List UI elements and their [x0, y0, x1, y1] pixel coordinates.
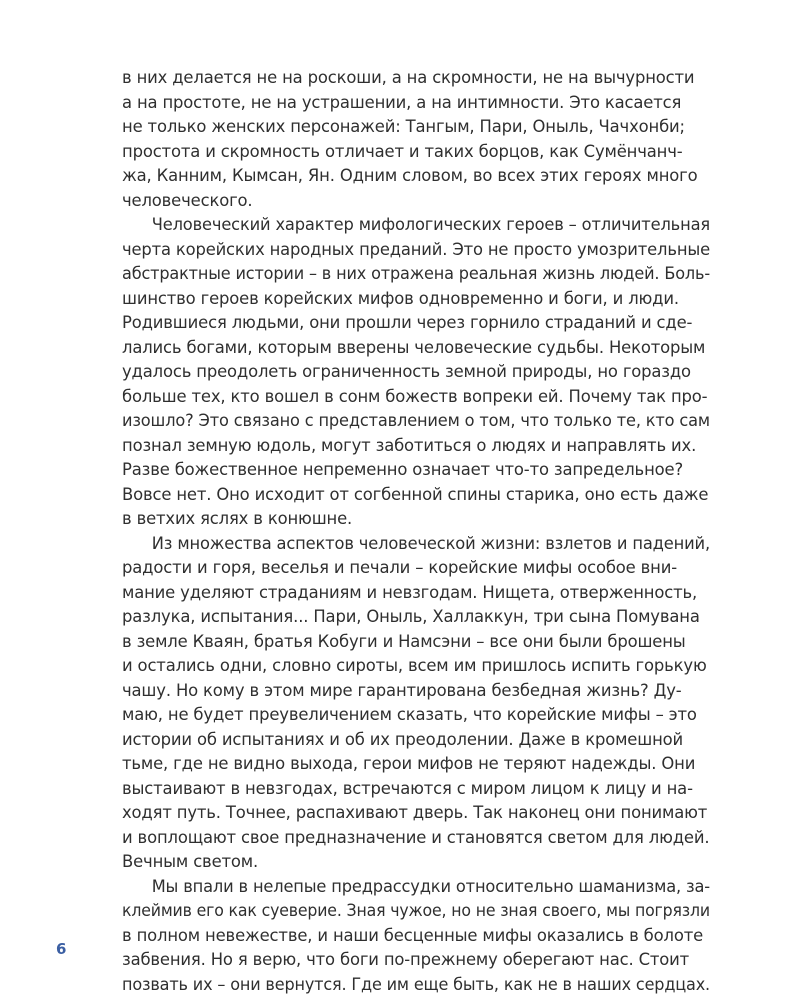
- text-line: и остались одни, словно сироты, всем им пришлось испить горькую: [122, 656, 707, 675]
- page-number: 6: [56, 940, 67, 958]
- text-line: мание уделяют страданиям и невзгодам. Нищета, отверженность,: [122, 582, 698, 602]
- text-line: изошло? Это связано с представлением о том, что только те, кто сам: [122, 411, 710, 430]
- body-text: [122, 66, 710, 997]
- text-line: шинство героев корейских мифов одновременно и боги, и люди.: [122, 288, 679, 308]
- text-line: маю, не будет преувеличением сказать, что корейские мифы – это: [122, 705, 697, 724]
- text-line: лались богами, которым вверены человеческие судьбы. Некоторым: [122, 337, 706, 357]
- text-line: тьме, где не видно выхода, герои мифов не теряют надежды. Они: [122, 754, 696, 773]
- text-line: больше тех, кто вошел в сонм божеств вопреки ей. Почему так про-: [122, 386, 708, 406]
- paragraph-first-line: Человеческий характер мифологических героев – отличительная: [151, 215, 711, 234]
- text-line: ходят путь. Точнее, распахивают дверь. Так наконец они понимают: [122, 803, 708, 822]
- text-line: удалось преодолеть ограниченность земной природы, но гораздо: [122, 362, 691, 381]
- text-line: разлука, испытания... Пари, Оныль, Халлаккун, три сына Помувана: [122, 607, 700, 626]
- text-line: радости и горя, веселья и печали – корейские мифы особое вни-: [122, 558, 677, 577]
- text-line: и воплощают свое предназначение и становятся светом для людей.: [122, 827, 710, 847]
- paragraph-first-line: Мы впали в нелепые предрассудки относительно шаманизма, за-: [151, 876, 710, 896]
- text-line: Вовсе нет. Оно исходит от согбенной спины старика, оно есть даже: [122, 484, 709, 504]
- text-line: человеческого.: [122, 190, 253, 210]
- text-line: в ветхих яслях в конюшне.: [122, 509, 353, 528]
- text-line: в полном невежестве, и наши бесценные мифы оказались в болоте: [122, 925, 704, 945]
- text-line: жа, Канним, Кымсан, Ян. Одним словом, во всех этих героях много: [122, 166, 698, 185]
- text-line: абстрактные истории – в них отражена реальная жизнь людей. Боль-: [122, 264, 711, 283]
- text-line: позвать их – они вернутся. Где им еще быть, как не в наших сердцах.: [122, 974, 711, 994]
- text-line: черта корейских народных преданий. Это не просто умозрительные: [122, 239, 711, 259]
- text-line: забвения. Но я верю, что боги по-прежнему оберегают нас. Стоит: [122, 950, 690, 969]
- text-line: Вечным светом.: [122, 852, 259, 871]
- text-line: клеймив его как суеверие. Зная чужое, но не зная своего, мы погрязли: [122, 901, 710, 920]
- text-line: простота и скромность отличает и таких борцов, как Сумёнчанч-: [122, 141, 683, 161]
- text-line: а на простоте, не на устрашении, а на интимности. Это касается: [122, 92, 682, 112]
- paragraph-first-line: Из множества аспектов человеческой жизни: взлетов и падений,: [151, 533, 710, 553]
- text-line: не только женских персонажей: Тангым, Пари, Оныль, Чачхонби;: [122, 117, 685, 136]
- text-line: Родившиеся людьми, они прошли через горнило страданий и сде-: [122, 313, 693, 332]
- text-line: чашу. Но кому в этом мире гарантирована безбедная жизнь? Ду-: [122, 680, 682, 700]
- text-line: выстаивают в невзгодах, встречаются с миром лицом к лицу и на-: [122, 778, 693, 798]
- text-line: истории об испытаниях и об их преодолении. Даже в кромешной: [122, 729, 684, 749]
- text-line: познал земную юдоль, могут заботиться о людях и направлять их.: [122, 435, 697, 455]
- text-line: Разве божественное непременно означает что-то запредельное?: [122, 460, 683, 479]
- text-line: в земле Кваян, братья Кобуги и Намсэни – все они были брошены: [122, 631, 686, 651]
- text-line: в них делается не на роскоши, а на скромности, не на вычурности: [122, 68, 695, 87]
